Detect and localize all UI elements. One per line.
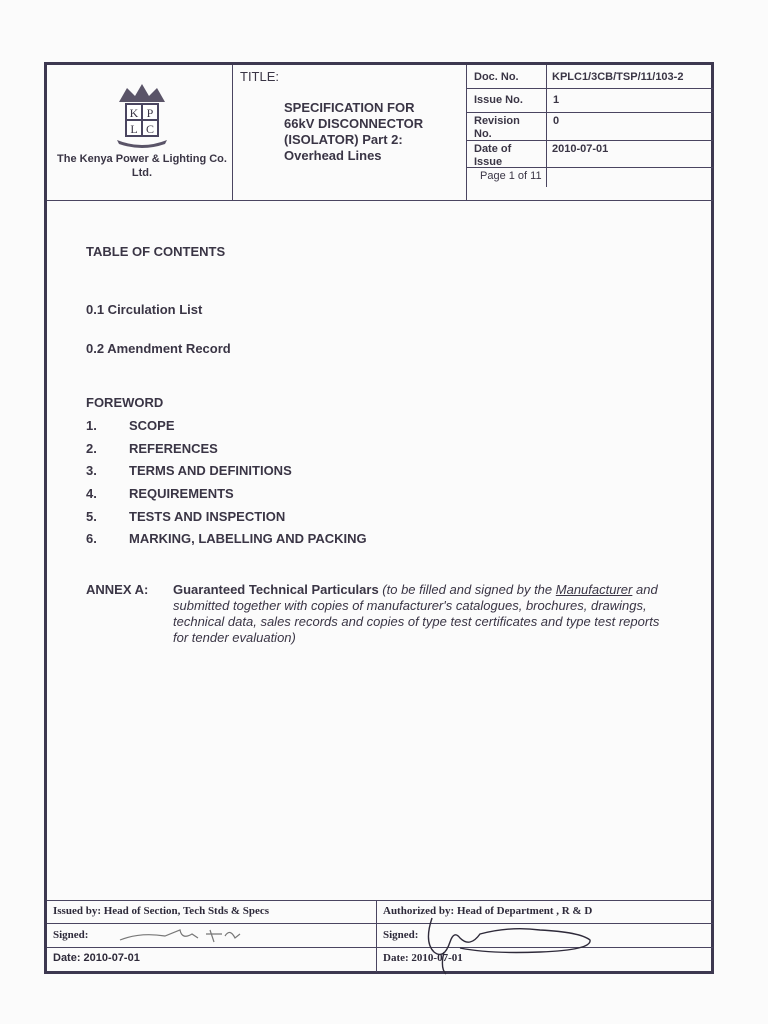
footer-top-rule <box>47 900 713 901</box>
header-divider-1 <box>232 65 233 200</box>
authorized-by: Authorized by: Head of Department , R & D <box>383 905 593 917</box>
doc-no-label: Doc. No. <box>474 71 519 83</box>
footer-divider <box>376 900 377 972</box>
toc-item-number: 4. <box>86 486 97 501</box>
doc-no-value: KPLC1/3CB/TSP/11/103-2 <box>552 71 684 83</box>
toc-circulation: 0.1 Circulation List <box>86 302 203 317</box>
toc-title: TABLE OF CONTENTS <box>86 244 226 259</box>
date-left: Date: 2010-07-01 <box>53 952 140 964</box>
meta-divider <box>546 65 547 187</box>
toc-item-label: REQUIREMENTS <box>129 486 234 501</box>
signature-left-icon <box>110 922 270 948</box>
revision-label-line: No. <box>474 128 492 140</box>
annex-text: (to be filled and signed by the <box>382 582 553 597</box>
date-label-line: Issue <box>474 156 503 168</box>
toc-item-number: 3. <box>86 463 97 478</box>
document-title <box>284 100 464 164</box>
title-line: 66kV DISCONNECTOR <box>284 116 424 131</box>
toc-item-number: 1. <box>86 418 97 433</box>
issue-no-value: 1 <box>553 94 560 106</box>
toc-item-label: MARKING, LABELLING AND PACKING <box>129 531 367 546</box>
date-label-line: Date of <box>474 143 512 155</box>
annex-text: and submitted together with copies of manufacturer's catalogues, brochures, drawings, technical data, sales records and copies of type test certificates and type test reports for tender evaluation) <box>173 582 660 645</box>
issue-no-label: Issue No. <box>474 94 523 106</box>
date-of-issue-label <box>474 143 511 169</box>
toc-item-label: REFERENCES <box>129 441 218 456</box>
logo-letter: L <box>130 122 138 136</box>
page-number: Page 1 of 11 <box>480 170 542 182</box>
toc-item-number: 6. <box>86 531 97 546</box>
date-of-issue-value: 2010-07-01 <box>552 143 609 155</box>
kplc-logo-icon <box>107 80 177 150</box>
date-right: Date: 2010-07-01 <box>383 952 463 964</box>
toc-item-label: TESTS AND INSPECTION <box>129 509 286 524</box>
meta-row-2 <box>466 112 713 113</box>
annex-heading: Guaranteed Technical Particulars <box>173 582 379 597</box>
toc-item-number: 2. <box>86 441 97 456</box>
header-divider-2 <box>466 65 467 200</box>
signed-left-label: Signed: <box>53 929 89 941</box>
revision-label-line: Revision <box>474 115 520 127</box>
revision-label <box>474 115 520 141</box>
meta-row-1 <box>466 88 713 89</box>
issued-by: Issued by: Head of Section, Tech Stds & Specs <box>53 905 270 917</box>
header-bottom-rule <box>47 200 713 201</box>
annex-description <box>173 582 673 646</box>
signature-right-icon <box>420 912 600 978</box>
title-line: SPECIFICATION FOR <box>284 100 415 115</box>
signed-right-label: Signed: <box>383 929 419 941</box>
logo-letter: P <box>146 106 154 120</box>
toc-item-number: 5. <box>86 509 97 524</box>
title-line: (ISOLATOR) Part 2: <box>284 132 403 147</box>
title-label: TITLE: <box>240 69 280 84</box>
toc-item-label: SCOPE <box>129 418 175 433</box>
logo-letter: K <box>129 106 139 120</box>
toc-item-label: TERMS AND DEFINITIONS <box>129 463 292 478</box>
annex-manufacturer: Manufacturer <box>555 582 633 597</box>
company-name: The Kenya Power & Lighting Co. Ltd. <box>57 153 227 179</box>
revision-value: 0 <box>553 115 560 127</box>
annex-label: ANNEX A: <box>86 582 149 597</box>
toc-amendment: 0.2 Amendment Record <box>86 341 231 356</box>
toc-foreword: FOREWORD <box>86 395 164 410</box>
title-line: Overhead Lines <box>284 148 382 163</box>
logo-letter: C <box>145 122 155 136</box>
